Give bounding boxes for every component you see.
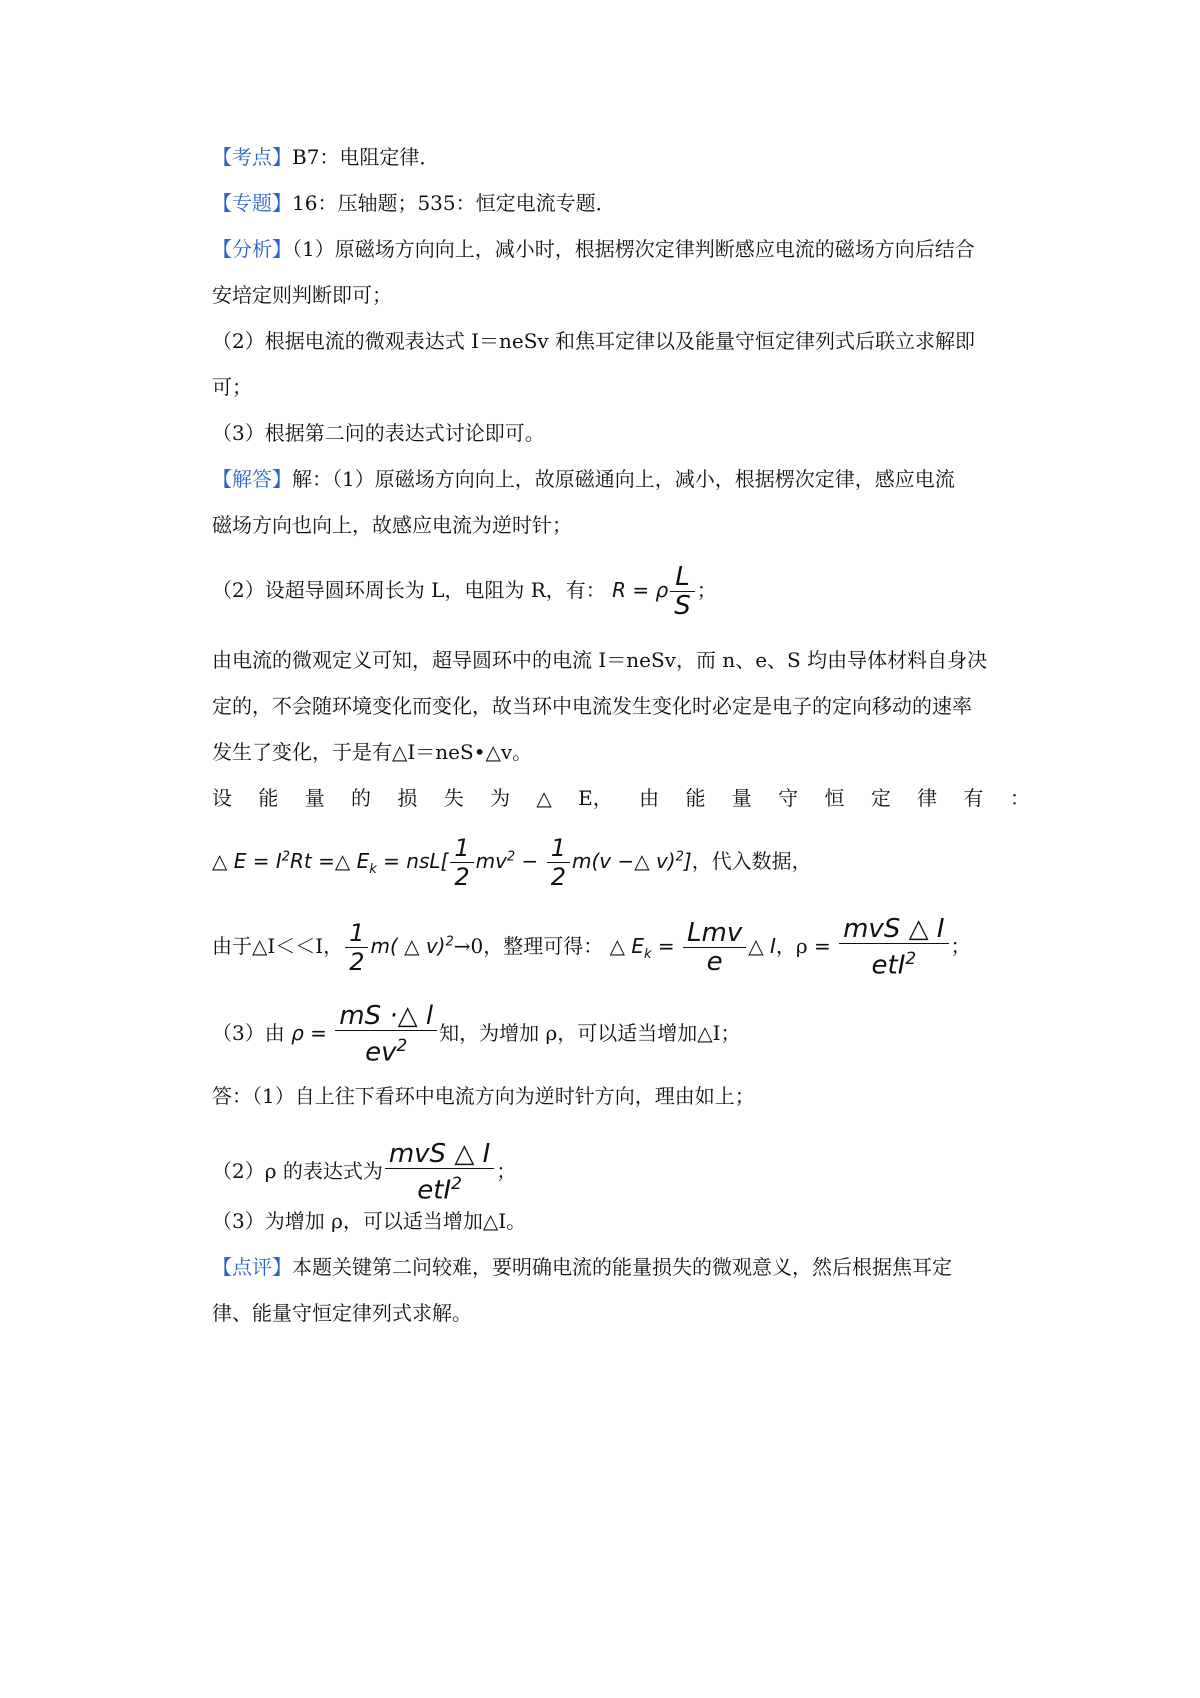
jieda-line-7 <box>212 784 1032 812</box>
fenxi-tag: 【分析】 <box>212 237 292 261</box>
jieda-line-6: 发生了变化，于是有△I＝neS•△v。 <box>212 740 533 764</box>
jieda-line-2: 磁场方向也向上，故感应电流为逆时针； <box>212 513 572 537</box>
spread-word: 失 <box>443 786 464 810</box>
jieda-line-8: △ $E = I^2Rt$ =△ $E_k = nsL$[ $\frac{1}{2}$ $mv^2$ − $\frac{1}{2}$ m(v −△ v)$^2$]，代入数据， <box>212 834 812 891</box>
jieda-line-4: 由电流的微观定义可知，超导圆环中的电流 I＝neSv，而 n、e、S 均由导体材料自身决 <box>212 648 988 672</box>
zhuanti-text: 16：压轴题；535：恒定电流专题． <box>292 191 616 215</box>
spread-word: 量 <box>304 786 325 810</box>
jieda-tag: 【解答】 <box>212 467 292 491</box>
fenxi-line-4: 可； <box>212 375 252 399</box>
jieda-line-3: （2）设超导圆环周长为 L，电阻为 R，有： R = ρ $\frac{L}{S}$ ； <box>212 562 717 621</box>
spread-word: 由 <box>639 786 660 810</box>
spread-word: 律 <box>917 786 938 810</box>
formula-rho-1: = $\frac{\text{mvS △ I}}{etI^2}$ <box>814 934 951 958</box>
kaodian-tag: 【考点】 <box>212 145 292 169</box>
jieda-line-9: 由于△I＜＜I， $\frac{1}{2}$ m( △ v)$^2$→0，整理可得： △ $E_k$ = $\frac{\text{Lmv}}{e}$ △ I，ρ = $\frac{\text{mvS △ I}}{etI^2}$ ； <box>212 914 971 981</box>
spread-word: 能 <box>258 786 279 810</box>
fraction-L-over-S: $\frac{L}{S}$ <box>670 563 695 620</box>
fenxi-line-3: （2）根据电流的微观表达式 I＝neSv 和焦耳定律以及能量守恒定律列式后联立求解即 <box>212 329 976 353</box>
spread-word: 能 <box>685 786 706 810</box>
jieda-line-10: （3）由 ρ = $\frac{mS \cdot\triangle l}{ev^2}$ 知，为增加 ρ，可以适当增加△I； <box>212 1001 741 1068</box>
spread-word: 量 <box>731 786 752 810</box>
spread-word: 设 <box>212 786 232 810</box>
formula-R-rho-L-S: R = ρ $\frac{L}{S}$ <box>612 578 697 602</box>
answer-line-2: （2）ρ 的表达式为 $\frac{\text{mvS △ I}}{etI^2}$ ； <box>212 1139 517 1206</box>
spread-word: ： <box>1009 786 1030 810</box>
formula-half-m-dv2: $\frac{1}{2}$ m( △ v)$^2$ <box>343 934 454 958</box>
fenxi-text-1: （1）原磁场方向向上，减小时，根据楞次定律判断感应电流的磁场方向后结合 <box>292 237 975 261</box>
fenxi-line-5: （3）根据第二问的表达式讨论即可。 <box>212 421 545 445</box>
fenxi-line-1 <box>212 235 1032 263</box>
spread-word: 定 <box>870 786 891 810</box>
kaodian-line <box>212 143 1032 171</box>
spread-word: 守 <box>778 786 799 810</box>
kaodian-text: B7：电阻定律． <box>292 145 440 169</box>
dianping-line-1 <box>212 1253 1032 1281</box>
jieda-line-5: 定的，不会随环境变化而变化，故当环中电流发生变化时必定是电子的定向移动的速率 <box>212 694 972 718</box>
spread-word: 损 <box>397 786 418 810</box>
spread-word: 的 <box>351 786 372 810</box>
jieda-line-1 <box>212 465 1032 493</box>
dianping-line-2: 律、能量守恒定律列式求解。 <box>212 1301 472 1325</box>
spread-word: 有 <box>963 786 984 810</box>
spread-word: 恒 <box>824 786 845 810</box>
spread-word: E， <box>578 786 613 810</box>
formula-rho-2: ρ = $\frac{mS \cdot\triangle l}{ev^2}$ <box>291 1021 439 1045</box>
jieda-text-1: 解：（1）原磁场方向向上，故原磁通向上，减小，根据楞次定律，感应电流 <box>292 467 955 491</box>
dianping-text-1: 本题关键第二问较难，要明确电流的能量损失的微观意义，然后根据焦耳定 <box>292 1255 952 1279</box>
zhuanti-tag: 【专题】 <box>212 191 292 215</box>
formula-energy-loss: △ $E = I^2Rt$ =△ $E_k = nsL$[ $\frac{1}{2}$ $mv^2$ − $\frac{1}{2}$ m(v −△ v)$^2$] <box>212 834 692 891</box>
formula-delta-Ek: △ $E_k$ = $\frac{\text{Lmv}}{e}$ △ I <box>609 917 776 977</box>
fenxi-line-2: 安培定则判断即可； <box>212 283 392 307</box>
spread-word: 为 <box>490 786 511 810</box>
answer-line-3: （3）为增加 ρ，可以适当增加△I。 <box>212 1209 527 1233</box>
answer-line-1: 答：（1）自上往下看环中电流方向为逆时针方向，理由如上； <box>212 1084 755 1108</box>
zhuanti-line <box>212 189 1032 217</box>
energy-loss-statement <box>212 784 1030 812</box>
dianping-tag: 【点评】 <box>212 1255 292 1279</box>
spread-word: △ <box>536 786 552 810</box>
formula-rho-answer: $\frac{\text{mvS △ I}}{etI^2}$ <box>383 1159 496 1183</box>
